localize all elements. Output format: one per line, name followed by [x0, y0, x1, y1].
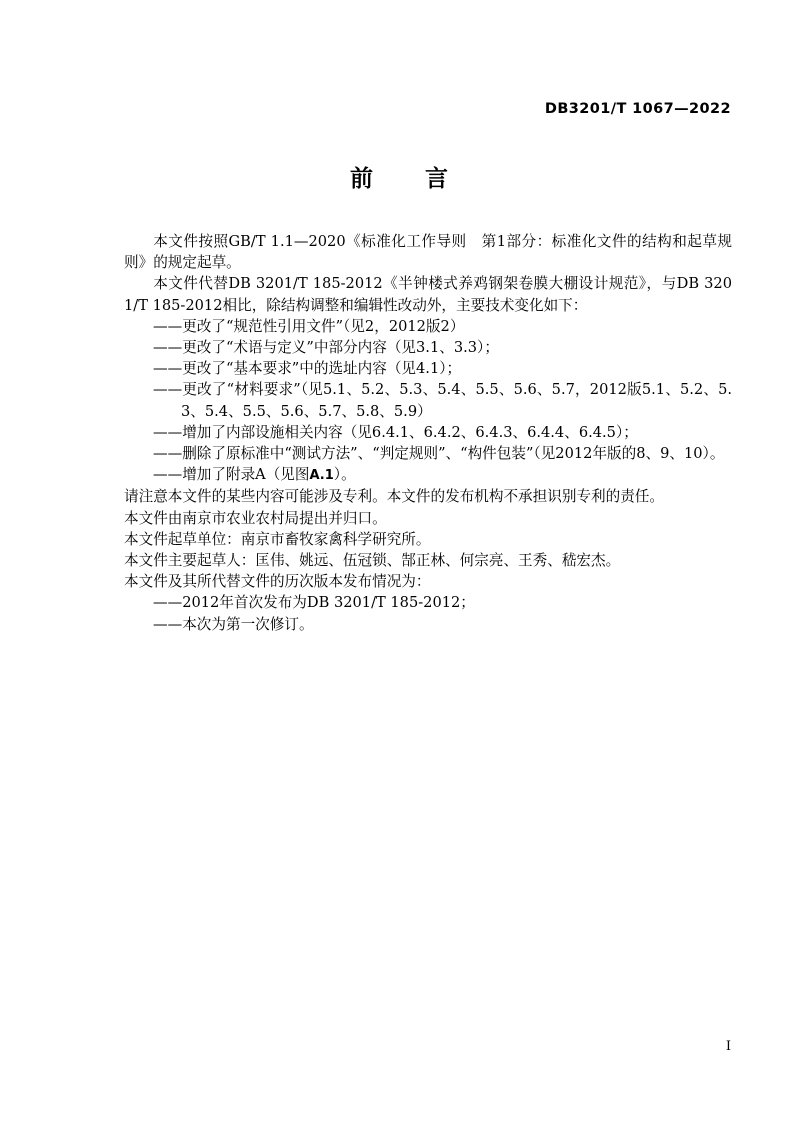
annex-change-prefix: ——增加了附录A（见图	[153, 466, 310, 484]
foreword-paragraph-2: 本文件代替DB 3201/T 185-2012《半钟楼式养鸡钢架卷膜大棚设计规范》，与DB 3201/T 185-2012相比，除结构调整和编辑性改动外，主要技术变化如下：	[124, 275, 732, 314]
change-item: ——更改了“规范性引用文件”（见2，2012版2）	[153, 317, 465, 335]
change-item: ——删除了原标准中“测试方法”、“判定规则”、“构件包装”（见2012年版的8、9、10）。	[153, 445, 725, 463]
version-history-item: ——2012年首次发布为DB 3201/T 185-2012；	[153, 594, 475, 612]
foreword-body	[124, 231, 732, 635]
annex-figure-reference: A.1	[309, 468, 334, 484]
annex-change-suffix: ）。	[333, 466, 356, 484]
page-header-standard-number: DB3201/T 1067—2022	[544, 101, 731, 117]
patent-notice: 请注意本文件的某些内容可能涉及专利。本文件的发布机构不承担识别专利的责任。	[124, 488, 664, 506]
proposing-body: 本文件由南京市农业农村局提出并归口。	[124, 509, 387, 527]
page-number: I	[725, 1039, 731, 1054]
main-drafters: 本文件主要起草人：匡伟、姚远、伍冠锁、郜正林、何宗亮、王秀、嵇宏杰。	[124, 552, 621, 570]
page-title: 前 言	[350, 166, 450, 192]
foreword-paragraph-1: 本文件按照GB/T 1.1—2020《标准化工作导则 第1部分：标准化文件的结构和起草规则》的规定起草。	[124, 233, 732, 272]
change-item: ——增加了内部设施相关内容（见6.4.1、6.4.2、6.4.3、6.4.4、6.4.5）；	[153, 423, 638, 441]
change-item: ——更改了“术语与定义”中部分内容（见3.1、3.3）；	[153, 339, 499, 357]
change-item: ——更改了“基本要求”中的选址内容（见4.1）；	[153, 360, 462, 378]
drafting-unit: 本文件起草单位：南京市畜牧家禽科学研究所。	[124, 530, 431, 548]
change-item-annex	[124, 464, 732, 486]
change-item: ——更改了“材料要求”（见5.1、5.2、5.3、5.4、5.5、5.6、5.7，2012版5.1、5.2、5.3、5.4、5.5、5.6、5.7、5.8、5.9）	[153, 381, 732, 420]
version-history-item: ——本次为第一次修订。	[153, 615, 314, 633]
version-history-intro: 本文件及其所代替文件的历次版本发布情况为：	[124, 573, 431, 591]
